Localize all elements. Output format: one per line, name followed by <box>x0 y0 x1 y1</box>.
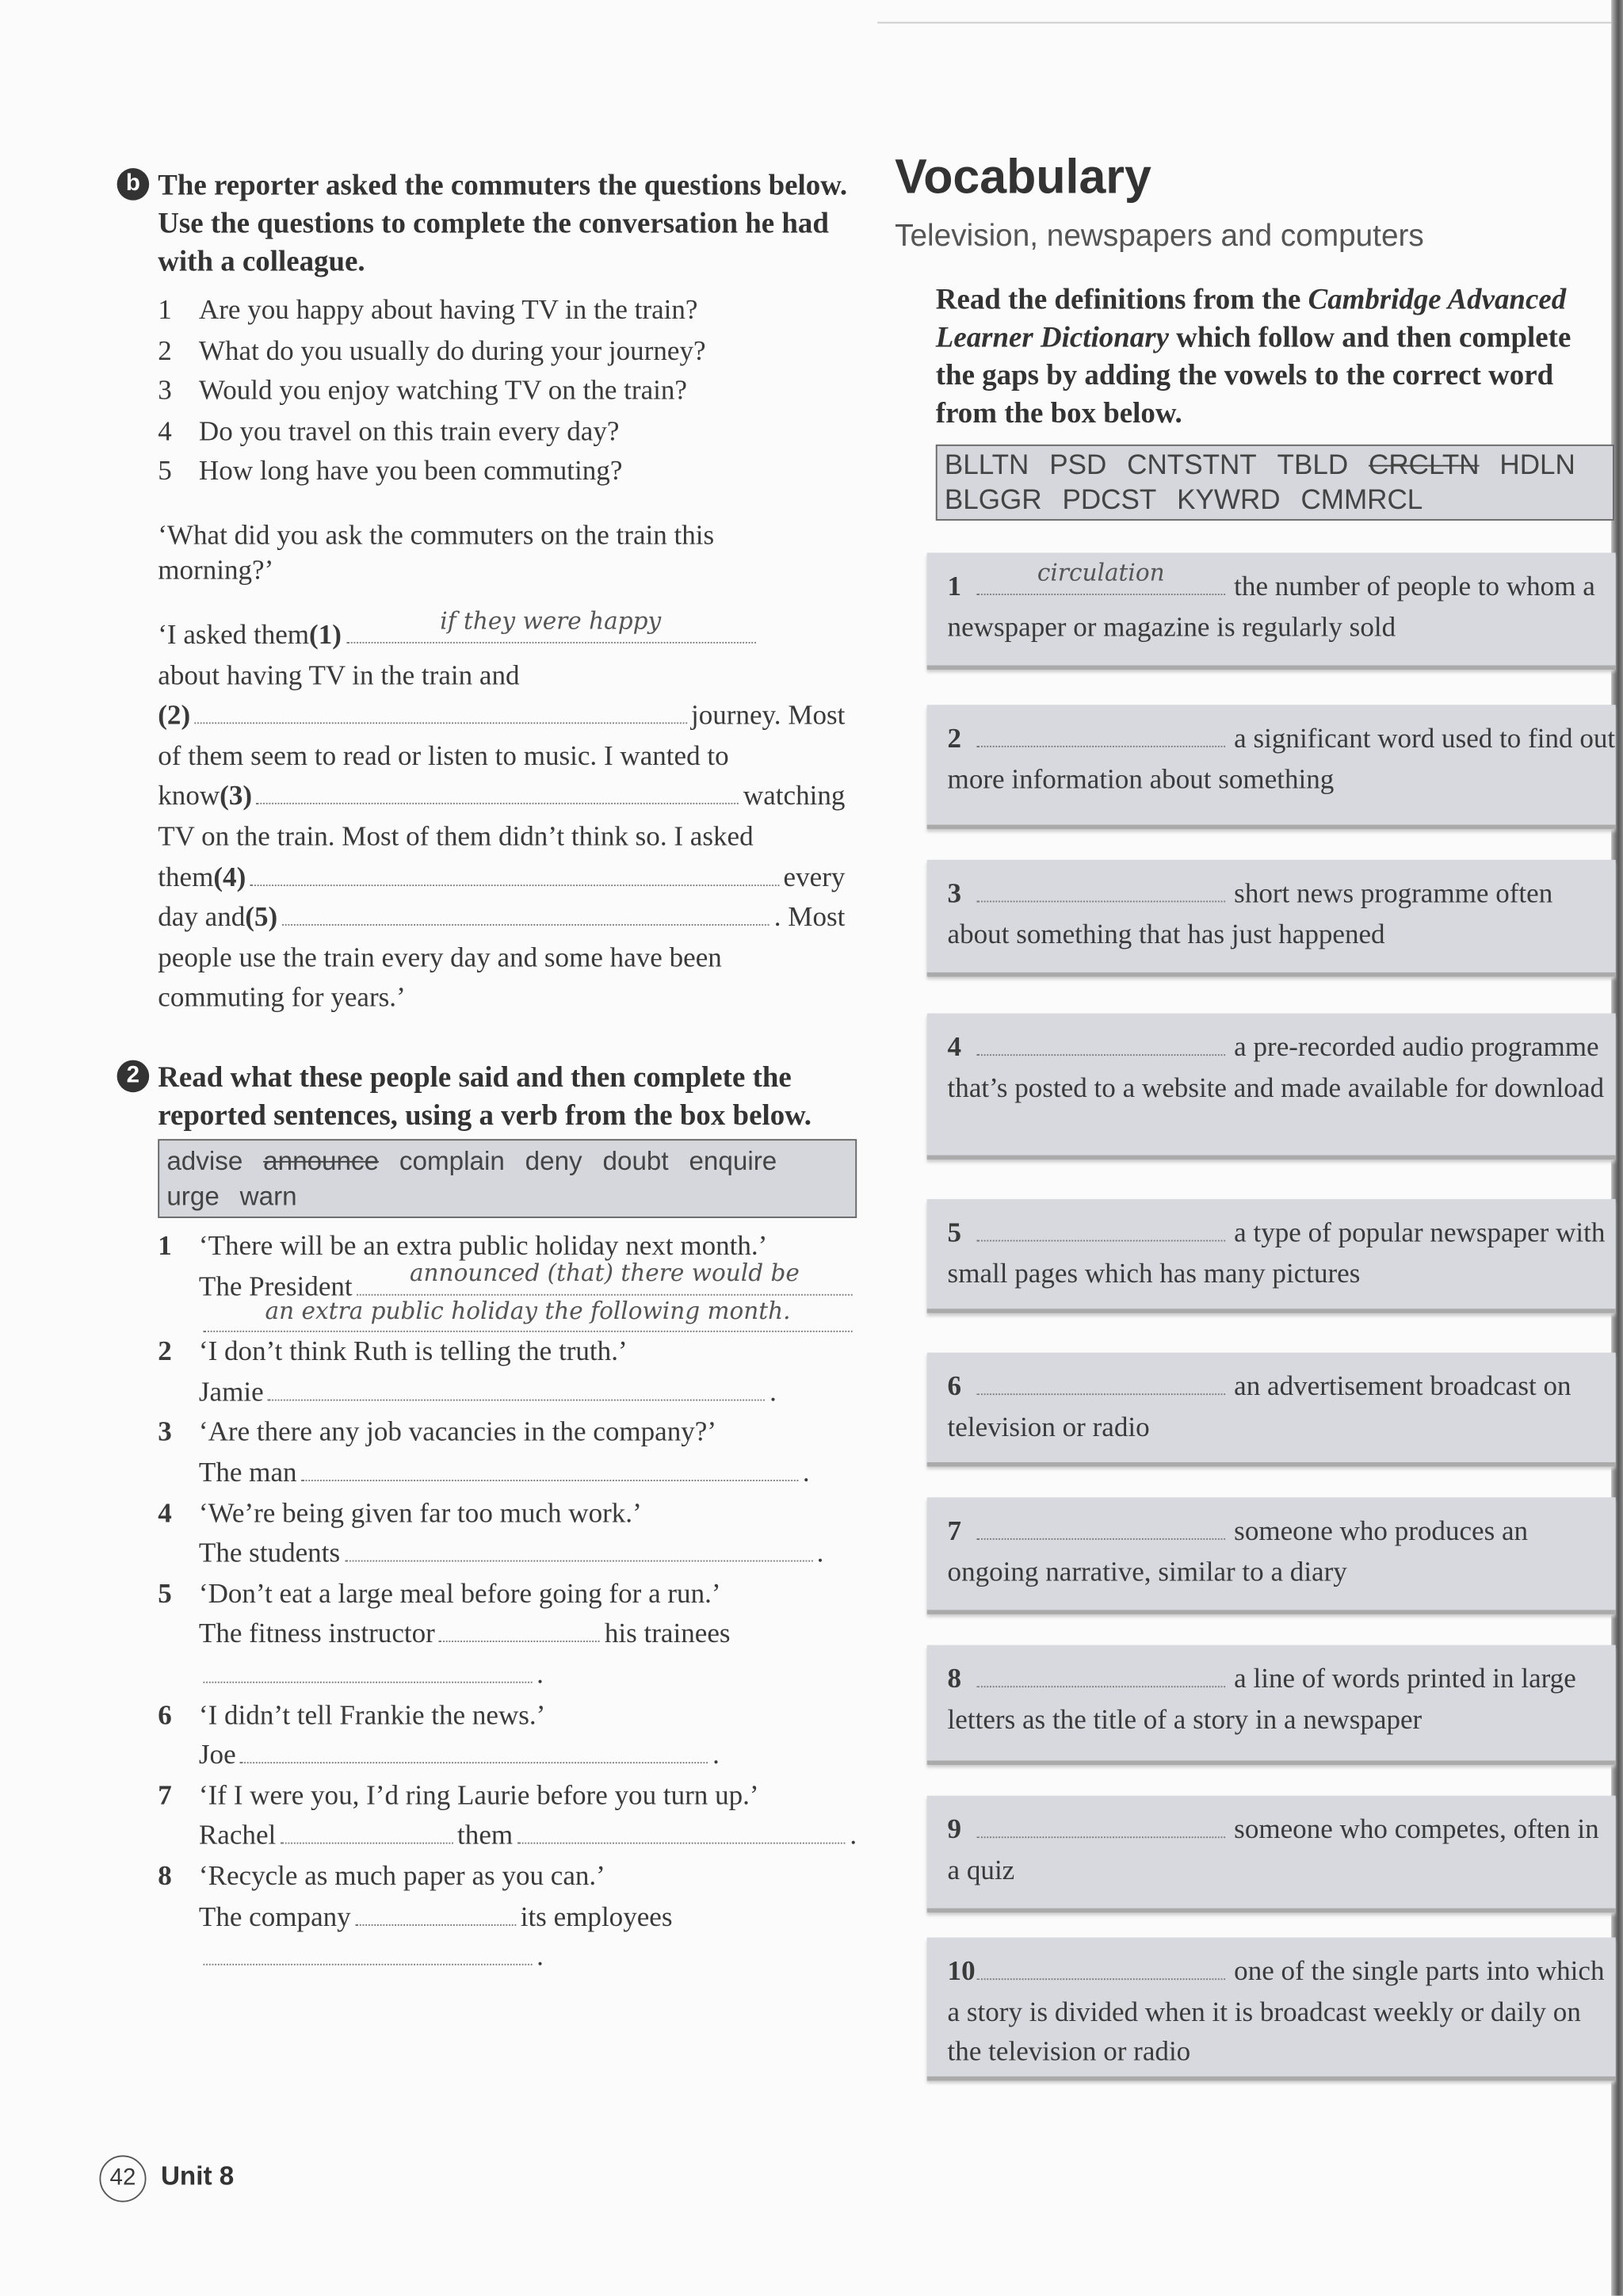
item-number: 1 <box>947 571 962 603</box>
word-input[interactable] <box>976 1815 1225 1839</box>
subject: The fitness instructor <box>198 1619 435 1650</box>
answer-input[interactable] <box>268 1376 765 1400</box>
text: know <box>158 781 220 812</box>
word: PSD <box>1049 450 1107 482</box>
item-number: 5 <box>947 1217 962 1249</box>
period: . <box>712 1740 720 1771</box>
answer-input[interactable] <box>517 1820 846 1844</box>
definition-card <box>927 1353 1616 1467</box>
verb-box <box>158 1139 857 1218</box>
word-input[interactable] <box>976 879 1225 903</box>
dictionary-name: Cambridge Advanced Learner Dictionary <box>935 283 1567 354</box>
line <box>199 1296 857 1332</box>
subject: The man <box>198 1457 297 1489</box>
question-list <box>158 291 852 493</box>
gap-5-input[interactable] <box>282 901 770 926</box>
line <box>199 1615 857 1656</box>
exercise-badge-icon: 2 <box>117 1060 150 1093</box>
item-number: 7 <box>947 1516 962 1548</box>
vocabulary-instructions <box>936 281 1601 433</box>
gap-2-input[interactable] <box>195 699 687 724</box>
exercise-b-heading <box>125 166 852 281</box>
object: them <box>457 1820 514 1852</box>
list-item <box>158 1695 857 1776</box>
list-item <box>158 1227 857 1332</box>
gap-number: (3) <box>220 781 253 812</box>
quote: ‘If I were you, I’d ring Laurie before you turn up.’ <box>198 1780 759 1812</box>
text: every <box>783 861 846 893</box>
exercise-2-heading <box>126 1059 857 1135</box>
text: journey. Most <box>690 701 846 732</box>
quote: ‘Are there any job vacancies in the company?’ <box>198 1417 717 1449</box>
line <box>158 607 845 656</box>
subject: The President <box>198 1271 353 1303</box>
item-number: 3 <box>158 376 172 407</box>
definition-text: a type of popular newspaper with small pages which has many pictures <box>947 1217 1606 1289</box>
word: deny <box>525 1146 582 1176</box>
definition-text: someone who competes, often in a quiz <box>947 1814 1599 1886</box>
list-item <box>158 1575 857 1696</box>
quote: ‘I don’t think Ruth is telling the truth.’ <box>198 1336 628 1368</box>
period: . <box>537 1942 544 1973</box>
definition-card <box>927 1014 1616 1160</box>
word-input[interactable] <box>976 1372 1225 1396</box>
word: urge <box>166 1181 220 1211</box>
line <box>199 1373 857 1413</box>
gap-number: (2) <box>158 701 191 732</box>
list-item <box>158 1332 857 1413</box>
word-used: announce <box>263 1146 380 1176</box>
list-item <box>158 1776 857 1857</box>
gap-number: (1) <box>309 620 342 651</box>
word: KYWRD <box>1177 485 1281 517</box>
exercise-badge-icon: b <box>117 168 150 201</box>
verb-input[interactable] <box>439 1618 600 1642</box>
definition-card <box>927 1199 1616 1313</box>
answer-input[interactable] <box>203 1940 532 1965</box>
item-number: 2 <box>947 724 962 755</box>
text: ‘I asked them <box>158 620 310 651</box>
handwritten-answer: circulation <box>1037 559 1165 587</box>
period: . <box>816 1538 824 1569</box>
period: . <box>769 1377 777 1408</box>
object: its employees <box>520 1901 673 1933</box>
definition-card <box>927 552 1616 670</box>
list-item <box>158 1494 857 1575</box>
text: watching <box>743 781 846 812</box>
subject: Jamie <box>198 1377 264 1408</box>
text: which follow and then complete the gaps by adding the vowels to the correct word from the box below. <box>935 321 1571 430</box>
word-input[interactable] <box>976 559 1225 595</box>
line: TV on the train. Most of them didn’t think so. I asked <box>158 821 754 853</box>
word: CNTSTNT <box>1127 450 1257 482</box>
word: CMMRCL <box>1300 485 1423 517</box>
subject: The students <box>198 1538 341 1569</box>
word: warn <box>239 1181 297 1211</box>
item-number: 2 <box>158 1336 172 1368</box>
unit-label: Unit 8 <box>160 2160 235 2191</box>
line: of them seem to read or listen to music. I wanted to <box>158 740 729 772</box>
text: day and <box>158 902 246 934</box>
list-item <box>158 1413 857 1494</box>
word-input[interactable] <box>976 1033 1225 1056</box>
line <box>199 1655 857 1695</box>
word: TBLD <box>1277 450 1349 482</box>
reported-sentences <box>158 1227 857 1978</box>
answer-input[interactable] <box>203 1658 532 1683</box>
definition-card <box>927 705 1616 829</box>
definition-card <box>927 1497 1616 1614</box>
word: complain <box>399 1146 505 1176</box>
line: about having TV in the train and <box>158 660 520 691</box>
verb-input[interactable] <box>355 1901 516 1925</box>
word-input[interactable] <box>976 724 1225 747</box>
line <box>158 898 845 938</box>
item-text: Do you travel on this train every day? <box>198 416 620 448</box>
word: BLGGR <box>944 485 1042 517</box>
gap-1-input[interactable] <box>346 607 755 643</box>
heading-text: Read what these people said and then complete the reported sentences, using a verb from the box below. <box>158 1061 812 1133</box>
word-input[interactable] <box>976 1664 1225 1688</box>
item-number: 3 <box>947 878 962 910</box>
line <box>199 1454 857 1494</box>
line <box>199 1736 857 1776</box>
item-number: 8 <box>158 1861 172 1893</box>
answer-input[interactable] <box>301 1457 798 1481</box>
conversation-paragraph <box>158 607 846 1019</box>
handwritten-answer: an extra public holiday the following month. <box>265 1296 791 1324</box>
verb-input[interactable] <box>281 1820 453 1844</box>
item-number: 1 <box>158 1231 172 1263</box>
quote: ‘Don’t eat a large meal before going for a run.’ <box>198 1579 721 1610</box>
line <box>199 1534 857 1575</box>
definition-text: short news programme often about something that has just happened <box>947 878 1553 950</box>
list-item <box>158 331 852 372</box>
word: doubt <box>602 1146 669 1176</box>
answer-input-cont[interactable] <box>203 1296 852 1332</box>
list-item <box>158 412 852 453</box>
definition-text: a line of words printed in large letters as the title of a story in a newspaper <box>947 1664 1576 1736</box>
line <box>158 697 845 737</box>
heading-text: The reporter asked the commuters the questions below. Use the questions to complete the conversation he had with a colleague. <box>158 170 848 278</box>
vocabulary-subtitle: Television, newspapers and computers <box>895 219 1424 254</box>
answer-input[interactable] <box>240 1739 708 1763</box>
gap-4-input[interactable] <box>250 861 779 885</box>
line <box>199 1938 857 1978</box>
item-number: 7 <box>158 1780 172 1812</box>
item-number: 9 <box>947 1814 962 1846</box>
subject: The company <box>198 1901 351 1933</box>
period: . <box>802 1457 810 1489</box>
item-text: How long have you been commuting? <box>198 457 623 488</box>
item-number: 2 <box>158 335 172 367</box>
gap-3-input[interactable] <box>257 780 739 804</box>
list-item <box>158 453 852 493</box>
definition-card <box>927 860 1616 977</box>
quote-line: morning?’ <box>158 556 274 586</box>
quote: ‘We’re being given far too much work.’ <box>198 1498 642 1530</box>
item-text: What do you usually do during your journey? <box>198 335 706 367</box>
quote: ‘I didn’t tell Frankie the news.’ <box>198 1699 546 1731</box>
gap-number: (5) <box>245 902 278 934</box>
line <box>199 1817 857 1857</box>
handwritten-answer: if they were happy <box>440 607 662 636</box>
gap-number: (4) <box>213 861 246 893</box>
word: HDLN <box>1499 450 1575 482</box>
vocabulary-title: Vocabulary <box>895 149 1151 204</box>
item-number: 6 <box>947 1371 962 1403</box>
item-number: 4 <box>158 416 172 448</box>
subject: Rachel <box>198 1820 277 1852</box>
definition-text: one of the single parts into which a story is divided when it is broadcast weekly or daily on the television or radio <box>947 1956 1605 2069</box>
page-number: 42 <box>99 2156 146 2202</box>
item-number: 3 <box>158 1417 172 1449</box>
item-number: 8 <box>947 1664 962 1695</box>
text: Read the definitions from the <box>935 283 1308 316</box>
handwritten-answer: announced (that) there would be <box>409 1259 800 1287</box>
word: enquire <box>689 1146 777 1176</box>
word: PDCST <box>1062 485 1157 517</box>
word-input[interactable] <box>976 1218 1225 1242</box>
item-number: 4 <box>947 1032 962 1064</box>
subject: Joe <box>198 1740 236 1771</box>
item-text: Are you happy about having TV in the train? <box>198 295 698 327</box>
item-number: 1 <box>158 295 172 327</box>
definition-text: a pre-recorded audio programme that’s posted to a website and made available for download <box>947 1032 1604 1104</box>
item-number: 5 <box>158 457 172 488</box>
word-used: CRCLTN <box>1369 450 1480 482</box>
definition-text: someone who produces an ongoing narrative, similar to a diary <box>947 1516 1529 1587</box>
definition-text: the number of people to whom a newspaper or magazine is regularly sold <box>947 571 1595 644</box>
word: advise <box>166 1146 243 1176</box>
line <box>158 858 845 898</box>
line: commuting for years.’ <box>158 983 406 1014</box>
list-item <box>158 1857 857 1978</box>
quote: ‘Recycle as much paper as you can.’ <box>198 1861 605 1893</box>
object: his trainees <box>604 1619 731 1650</box>
definition-text: an advertisement broadcast on television or radio <box>947 1371 1571 1443</box>
item-number: 10 <box>947 1956 976 1988</box>
period: . <box>537 1659 544 1690</box>
definition-card <box>927 1645 1616 1765</box>
definition-card <box>927 1938 1616 2081</box>
exercise-2 <box>126 1059 857 1978</box>
word: BLLTN <box>944 450 1029 482</box>
item-number: 5 <box>158 1579 172 1610</box>
quote: ‘There will be an extra public holiday next month.’ <box>198 1231 768 1263</box>
divider <box>877 22 1616 24</box>
item-text: Would you enjoy watching TV on the train? <box>198 376 687 407</box>
line <box>158 777 845 817</box>
word-input[interactable] <box>976 1516 1225 1540</box>
line: people use the train every day and some have been <box>158 942 722 974</box>
period: . <box>850 1820 857 1852</box>
list-item <box>158 291 852 331</box>
definition-text: a significant word used to find out more information about something <box>947 724 1616 795</box>
word-input[interactable] <box>976 1957 1225 1981</box>
list-item <box>158 372 852 412</box>
item-number: 6 <box>158 1699 172 1731</box>
text: . Most <box>773 902 846 934</box>
word-box <box>936 445 1614 521</box>
text: them <box>158 861 214 893</box>
answer-input[interactable] <box>345 1537 812 1561</box>
quote <box>158 519 852 590</box>
definition-card <box>927 1796 1616 1913</box>
exercise-b <box>125 166 852 1018</box>
line <box>199 1897 857 1938</box>
quote-line: ‘What did you ask the commuters on the train this <box>158 520 715 552</box>
item-number: 4 <box>158 1498 172 1530</box>
